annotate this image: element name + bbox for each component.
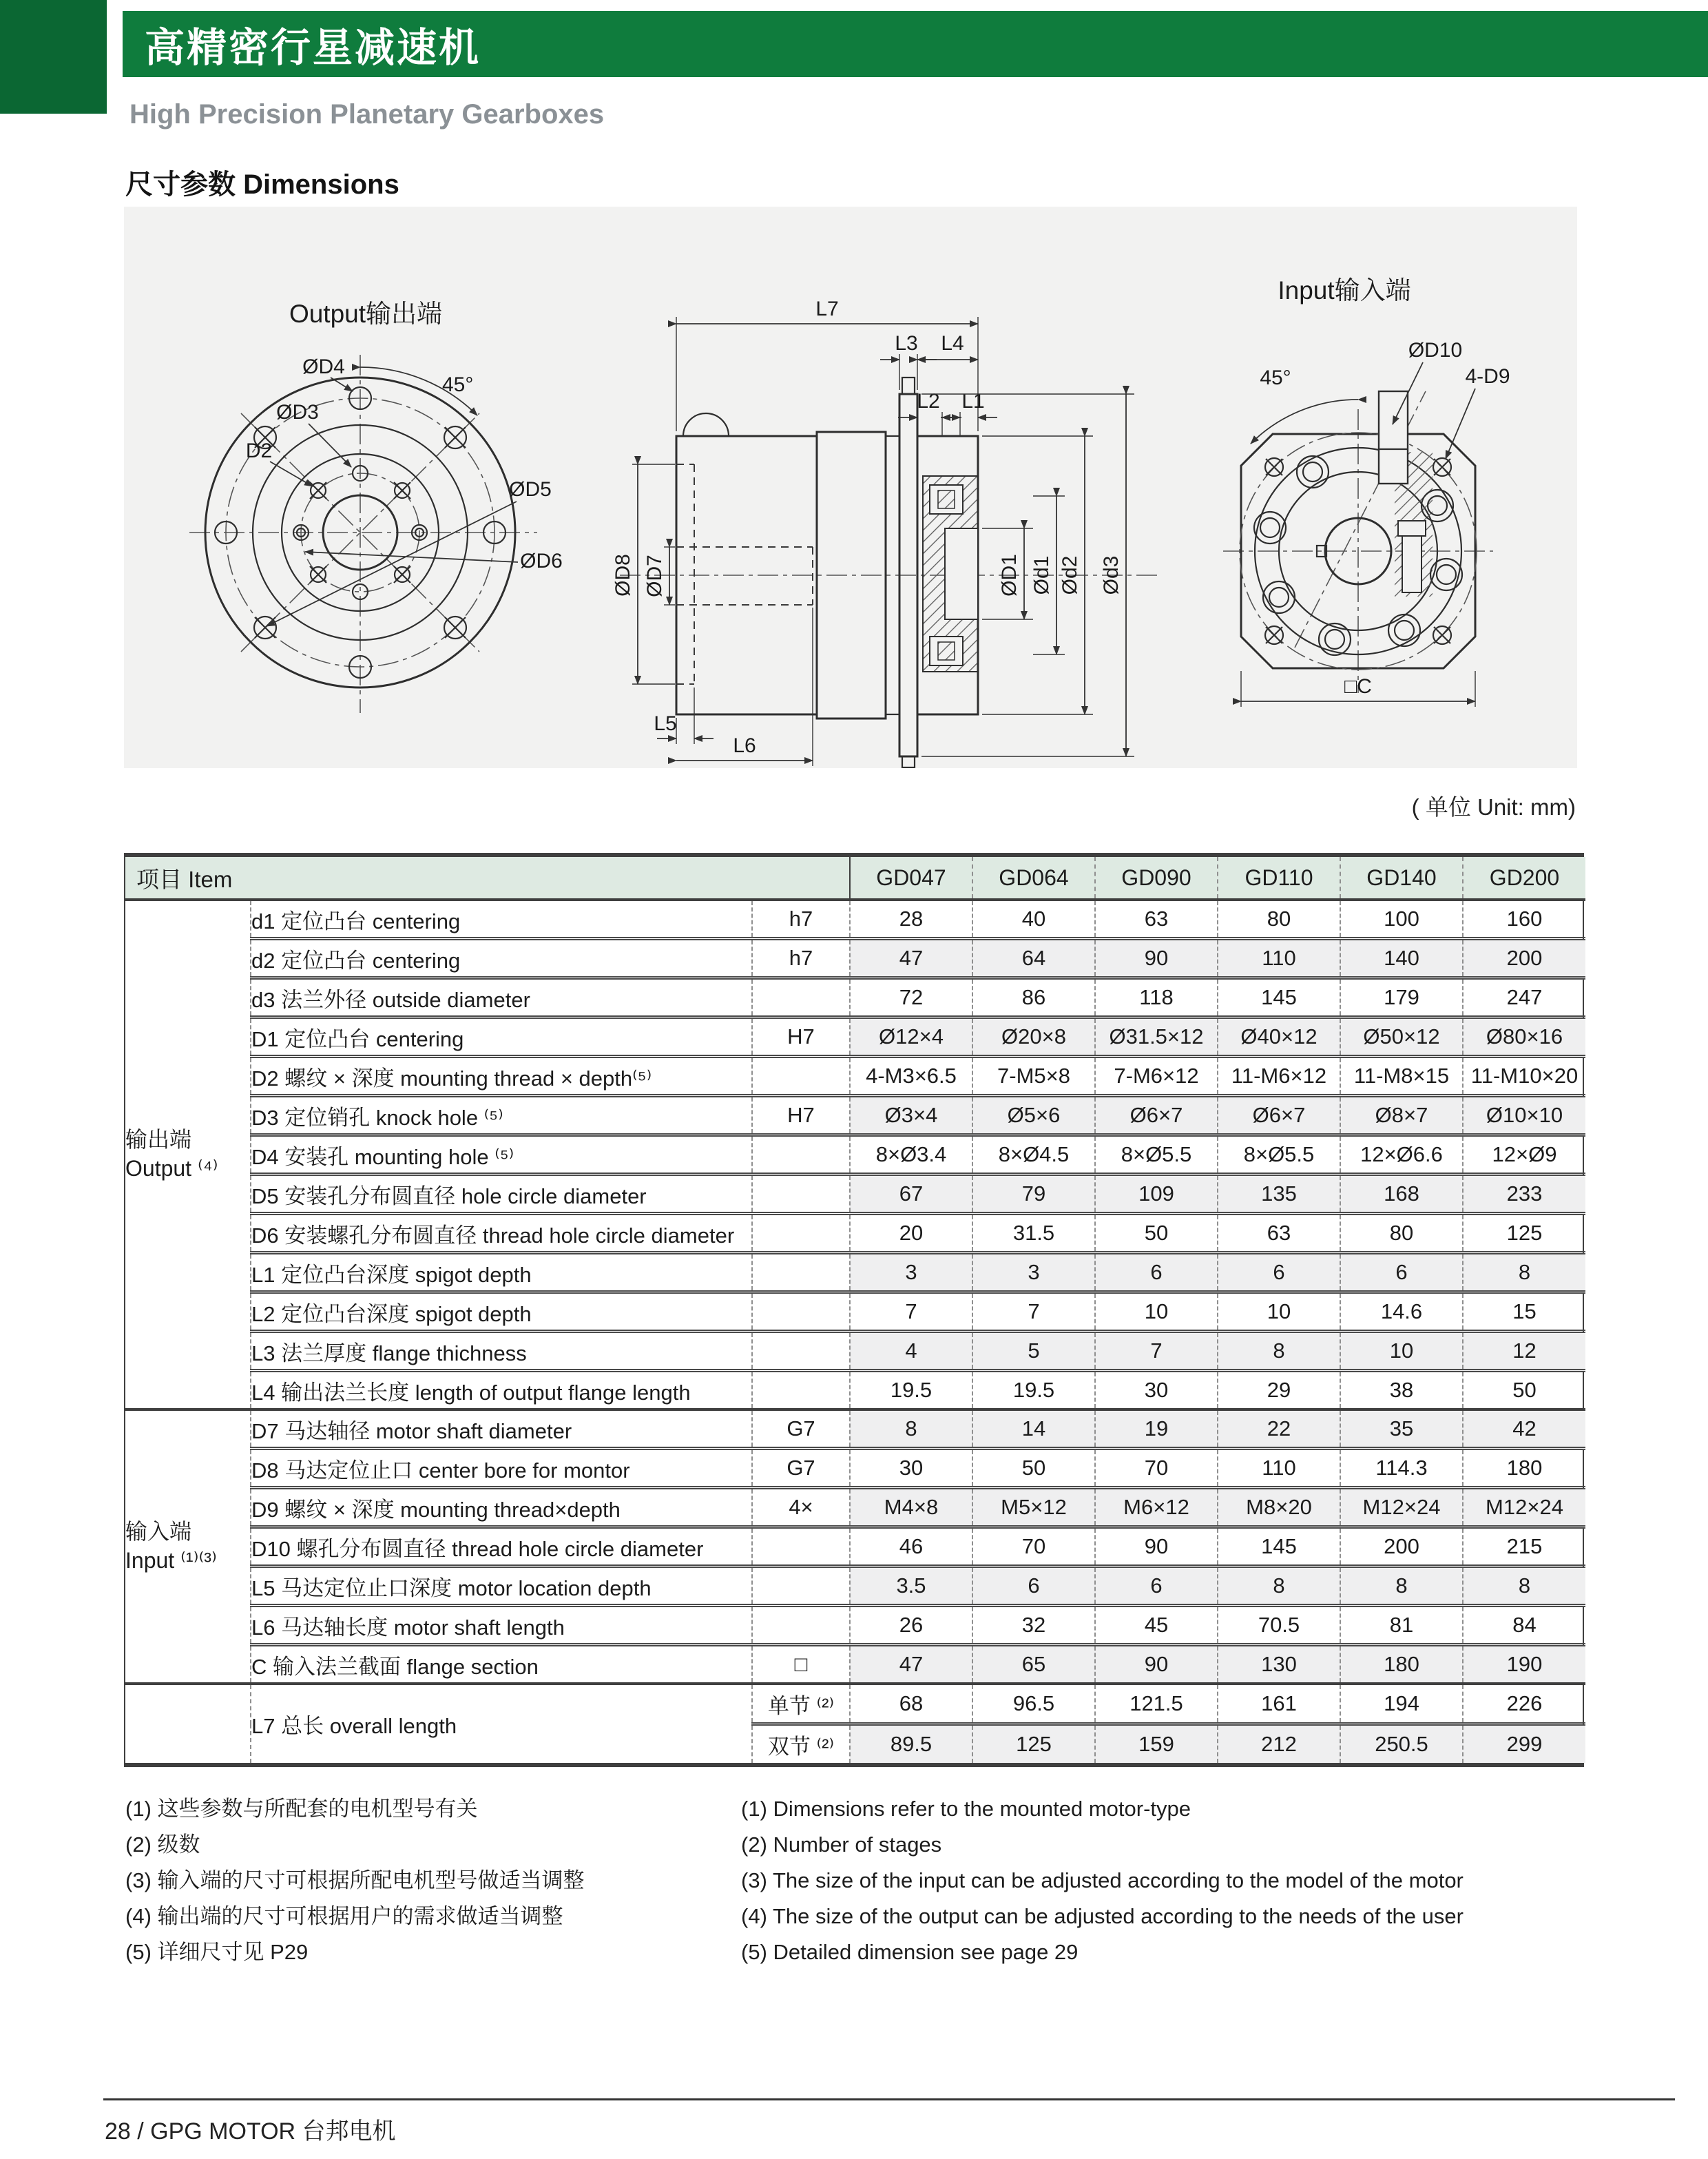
value-cell: 190 [1463, 1645, 1585, 1684]
tolerance-cell [752, 1135, 850, 1175]
value-cell: 84 [1463, 1606, 1585, 1645]
footnotes-zh [125, 1791, 718, 1970]
d2-label: D2 [245, 440, 273, 462]
tolerance-cell: 双节 ⁽²⁾ [752, 1724, 850, 1764]
table-row [125, 1371, 1585, 1410]
value-cell: 10 [1095, 1292, 1218, 1332]
value-cell: M6×12 [1095, 1488, 1218, 1527]
value-cell: 8×Ø3.4 [850, 1135, 972, 1175]
value-cell: 50 [1095, 1214, 1218, 1253]
l7-label: L7 [815, 298, 839, 320]
value-cell: 299 [1463, 1724, 1585, 1764]
row-label: L5 马达定位止口深度 motor location depth [251, 1567, 752, 1606]
value-cell: 90 [1095, 1645, 1218, 1684]
header-item: 项目 Item [125, 857, 850, 900]
value-cell: 42 [1463, 1409, 1585, 1449]
tolerance-cell [752, 978, 850, 1017]
row-label: D6 安装螺孔分布圆直径 thread hole circle diameter [251, 1214, 752, 1253]
tolerance-cell: H7 [752, 1017, 850, 1057]
value-cell: 8 [1463, 1567, 1585, 1606]
footnote: (2) Number of stages [741, 1832, 942, 1857]
row-label: D9 螺纹 × 深度 mounting thread×depth [251, 1488, 752, 1527]
d9-label: 4-D9 [1465, 365, 1510, 388]
value-cell: 180 [1463, 1449, 1585, 1488]
value-cell: 19 [1095, 1409, 1218, 1449]
footer-divider [103, 2098, 1675, 2100]
value-cell: Ø12×4 [850, 1017, 972, 1057]
value-cell: 46 [850, 1527, 972, 1567]
value-cell: 121.5 [1095, 1684, 1218, 1724]
od3s-label: Ød3 [1100, 555, 1123, 595]
footnote: (5) Detailed dimension see page 29 [741, 1940, 1079, 1964]
value-cell: 160 [1463, 900, 1585, 939]
value-cell: 65 [972, 1645, 1095, 1684]
brand-corner-block [0, 0, 107, 114]
row-label: C 输入法兰截面 flange section [251, 1645, 752, 1684]
value-cell: 63 [1218, 1214, 1340, 1253]
value-cell: 4 [850, 1332, 972, 1371]
value-cell: Ø5×6 [972, 1096, 1095, 1135]
value-cell: 8 [1218, 1567, 1340, 1606]
footnote: (1) Dimensions refer to the mounted motor-type [741, 1797, 1191, 1821]
od6-label: ØD6 [520, 550, 563, 572]
value-cell: 20 [850, 1214, 972, 1253]
dimensions-table-wrap [124, 853, 1584, 1767]
value-cell: Ø40×12 [1218, 1017, 1340, 1057]
row-label: D3 定位销孔 knock hole ⁽⁵⁾ [251, 1096, 752, 1135]
value-cell: 29 [1218, 1371, 1340, 1410]
header-model: GD064 [972, 857, 1095, 900]
table-row [125, 1488, 1585, 1527]
value-cell: 8×Ø5.5 [1095, 1135, 1218, 1175]
value-cell: 247 [1463, 978, 1585, 1017]
value-cell: 50 [972, 1449, 1095, 1488]
value-cell: 67 [850, 1175, 972, 1214]
table-row [125, 900, 1585, 939]
value-cell: 96.5 [972, 1684, 1095, 1724]
value-cell: 86 [972, 978, 1095, 1017]
header-model: GD200 [1463, 857, 1585, 900]
value-cell: 6 [1095, 1567, 1218, 1606]
value-cell: 8×Ø4.5 [972, 1135, 1095, 1175]
output-end-view [189, 300, 563, 713]
input-end-view [1223, 276, 1510, 707]
od10-label: ØD10 [1408, 339, 1463, 362]
value-cell: 50 [1463, 1371, 1585, 1410]
dimensions-drawing-panel [124, 207, 1577, 768]
header-model: GD140 [1340, 857, 1463, 900]
tolerance-cell [752, 1332, 850, 1371]
value-cell: 168 [1340, 1175, 1463, 1214]
value-cell: 47 [850, 939, 972, 978]
tolerance-cell: h7 [752, 939, 850, 978]
value-cell: 109 [1095, 1175, 1218, 1214]
value-cell: 63 [1095, 900, 1218, 939]
l5-label: L5 [654, 712, 677, 735]
value-cell: 215 [1463, 1527, 1585, 1567]
value-cell: Ø6×7 [1218, 1096, 1340, 1135]
value-cell: 7 [1095, 1332, 1218, 1371]
value-cell: Ø31.5×12 [1095, 1017, 1218, 1057]
input-angle-label: 45° [1260, 366, 1291, 389]
value-cell: 233 [1463, 1175, 1585, 1214]
tolerance-cell [752, 1527, 850, 1567]
table-row [125, 1567, 1585, 1606]
value-cell: 145 [1218, 1527, 1340, 1567]
value-cell: 47 [850, 1645, 972, 1684]
row-label: D7 马达轴径 motor shaft diameter [251, 1409, 752, 1449]
tolerance-cell: G7 [752, 1409, 850, 1449]
table-row [125, 939, 1585, 978]
value-cell: 110 [1218, 1449, 1340, 1488]
value-cell: 70.5 [1218, 1606, 1340, 1645]
value-cell: 145 [1218, 978, 1340, 1017]
value-cell: 3.5 [850, 1567, 972, 1606]
value-cell: 161 [1218, 1684, 1340, 1724]
row-label: D4 安装孔 mounting hole ⁽⁵⁾ [251, 1135, 752, 1175]
value-cell: 130 [1218, 1645, 1340, 1684]
table-row [125, 1096, 1585, 1135]
tolerance-cell: □ [752, 1645, 850, 1684]
value-cell: Ø50×12 [1340, 1017, 1463, 1057]
value-cell: 11-M6×12 [1218, 1057, 1340, 1096]
dimensions-table [125, 857, 1585, 1763]
value-cell: 80 [1340, 1214, 1463, 1253]
tolerance-cell [752, 1371, 850, 1410]
oD1-label: ØD1 [998, 554, 1021, 597]
value-cell: 125 [1463, 1214, 1585, 1253]
tolerance-cell [752, 1253, 850, 1292]
header-model: GD110 [1218, 857, 1340, 900]
value-cell: 8 [1463, 1253, 1585, 1292]
value-cell: 12×Ø9 [1463, 1135, 1585, 1175]
value-cell: 12 [1463, 1332, 1585, 1371]
value-cell: 11-M10×20 [1463, 1057, 1585, 1096]
tolerance-cell [752, 1567, 850, 1606]
section-title: 尺寸参数 Dimensions [125, 169, 399, 200]
tolerance-cell: H7 [752, 1096, 850, 1135]
value-cell: 200 [1463, 939, 1585, 978]
group-output: 输出端 Output ⁽⁴⁾ [125, 1127, 218, 1181]
row-label: d3 法兰外径 outside diameter [251, 978, 752, 1017]
row-label: L6 马达轴长度 motor shaft length [251, 1606, 752, 1645]
value-cell: 250.5 [1340, 1724, 1463, 1764]
row-label: L2 定位凸台深度 spigot depth [251, 1292, 752, 1332]
value-cell: 10 [1340, 1332, 1463, 1371]
technical-drawing [124, 207, 1577, 768]
row-label: L1 定位凸台深度 spigot depth [251, 1253, 752, 1292]
l2-label: L2 [917, 390, 940, 413]
footnote: (1) 这些参数与所配套的电机型号有关 [125, 1797, 478, 1821]
value-cell: 72 [850, 978, 972, 1017]
od3-label: ØD3 [276, 401, 319, 424]
row-label: D2 螺纹 × 深度 mounting thread × depth⁽⁵⁾ [251, 1057, 752, 1096]
value-cell: 8×Ø5.5 [1218, 1135, 1340, 1175]
od4-label: ØD4 [302, 355, 345, 378]
l3-label: L3 [895, 332, 918, 355]
value-cell: 32 [972, 1606, 1095, 1645]
table-row [125, 1292, 1585, 1332]
c-dim-label: □C [1344, 675, 1372, 698]
row-label: D1 定位凸台 centering [251, 1017, 752, 1057]
value-cell: 64 [972, 939, 1095, 978]
value-cell: Ø3×4 [850, 1096, 972, 1135]
value-cell: 38 [1340, 1371, 1463, 1410]
od1s-label: Ød1 [1030, 555, 1053, 595]
value-cell: 90 [1095, 939, 1218, 978]
value-cell: 4-M3×6.5 [850, 1057, 972, 1096]
value-cell: 68 [850, 1684, 972, 1724]
value-cell: 89.5 [850, 1724, 972, 1764]
group-input: 输入端 Input ⁽¹⁾⁽³⁾ [125, 1409, 251, 1684]
value-cell: 40 [972, 900, 1095, 939]
value-cell: 114.3 [1340, 1449, 1463, 1488]
value-cell: 7-M5×8 [972, 1057, 1095, 1096]
value-cell: M5×12 [972, 1488, 1095, 1527]
value-cell: 19.5 [972, 1371, 1095, 1410]
table-row [125, 1606, 1585, 1645]
value-cell: Ø20×8 [972, 1017, 1095, 1057]
value-cell: 6 [1095, 1253, 1218, 1292]
value-cell: 200 [1340, 1527, 1463, 1567]
value-cell: 30 [1095, 1371, 1218, 1410]
header-model: GD047 [850, 857, 972, 900]
value-cell: 3 [850, 1253, 972, 1292]
table-row [125, 1409, 1585, 1449]
value-cell: 7-M6×12 [1095, 1057, 1218, 1096]
value-cell: 15 [1463, 1292, 1585, 1332]
output-angle-label: 45° [442, 373, 474, 396]
table-row [125, 978, 1585, 1017]
value-cell: 79 [972, 1175, 1095, 1214]
table-row [125, 1175, 1585, 1214]
value-cell: 35 [1340, 1409, 1463, 1449]
value-cell: 14.6 [1340, 1292, 1463, 1332]
value-cell: 6 [1340, 1253, 1463, 1292]
value-cell: 8 [1340, 1567, 1463, 1606]
value-cell: 7 [972, 1292, 1095, 1332]
row-label: D10 螺孔分布圆直径 thread hole circle diameter [251, 1527, 752, 1567]
page-title: 高精密行星减速机 [145, 25, 481, 70]
value-cell: 70 [972, 1527, 1095, 1567]
value-cell: Ø6×7 [1095, 1096, 1218, 1135]
value-cell: 19.5 [850, 1371, 972, 1410]
row-label: d1 定位凸台 centering [251, 900, 752, 939]
page-title-bar [123, 11, 1708, 77]
footnote: (4) 输出端的尺寸可根据用户的需求做适当调整 [125, 1904, 563, 1928]
row-label: L4 输出法兰长度 length of output flange length [251, 1371, 752, 1410]
value-cell: M4×8 [850, 1488, 972, 1527]
value-cell: 31.5 [972, 1214, 1095, 1253]
table-row [125, 1645, 1585, 1684]
od5-label: ØD5 [509, 478, 552, 501]
tolerance-cell: 4× [752, 1488, 850, 1527]
value-cell: 212 [1218, 1724, 1340, 1764]
value-cell: 30 [850, 1449, 972, 1488]
value-cell: 125 [972, 1724, 1095, 1764]
footnotes-en [741, 1791, 1568, 1970]
value-cell: 7 [850, 1292, 972, 1332]
value-cell: 180 [1340, 1645, 1463, 1684]
row-label: D8 马达定位止口 center bore for montor [251, 1449, 752, 1488]
value-cell: 118 [1095, 978, 1218, 1017]
value-cell: Ø8×7 [1340, 1096, 1463, 1135]
od8-label: ØD8 [612, 554, 634, 597]
value-cell: 159 [1095, 1724, 1218, 1764]
tolerance-cell: 单节 ⁽²⁾ [752, 1684, 850, 1724]
table-row [125, 1332, 1585, 1371]
unit-note: ( 单位 Unit: mm) [1411, 794, 1576, 820]
value-cell: 226 [1463, 1684, 1585, 1724]
tolerance-cell [752, 1175, 850, 1214]
footnote: (3) 输入端的尺寸可根据所配电机型号做适当调整 [125, 1868, 585, 1892]
l1-label: L1 [961, 390, 985, 413]
value-cell: 3 [972, 1253, 1095, 1292]
footnote: (5) 详细尺寸见 P29 [125, 1940, 309, 1964]
value-cell: 8 [1218, 1332, 1340, 1371]
row-label: D5 安装孔分布圆直径 hole circle diameter [251, 1175, 752, 1214]
value-cell: Ø10×10 [1463, 1096, 1585, 1135]
row-label: d2 定位凸台 centering [251, 939, 752, 978]
value-cell: M12×24 [1463, 1488, 1585, 1527]
tolerance-cell: G7 [752, 1449, 850, 1488]
footnote: (4) The size of the output can be adjusted according to the needs of the user [741, 1904, 1464, 1928]
side-section-view [612, 298, 1157, 767]
l4-label: L4 [941, 332, 964, 355]
footnote: (3) The size of the input can be adjusted according to the model of the motor [741, 1868, 1464, 1892]
page-footer: 28 / GPG MOTOR 台邦电机 [105, 2118, 396, 2145]
value-cell: 5 [972, 1332, 1095, 1371]
table-row [125, 1017, 1585, 1057]
tolerance-cell [752, 1606, 850, 1645]
table-row [125, 1057, 1585, 1096]
tolerance-cell: h7 [752, 900, 850, 939]
table-row [125, 1253, 1585, 1292]
output-view-title: Output输出端 [289, 300, 443, 328]
value-cell: 70 [1095, 1449, 1218, 1488]
od2s-label: Ød2 [1059, 555, 1081, 595]
value-cell: 194 [1340, 1684, 1463, 1724]
value-cell: 6 [1218, 1253, 1340, 1292]
header-model: GD090 [1095, 857, 1218, 900]
page-subtitle: High Precision Planetary Gearboxes [129, 99, 605, 130]
value-cell: 45 [1095, 1606, 1218, 1645]
value-cell: 28 [850, 900, 972, 939]
table-row [125, 1527, 1585, 1567]
tolerance-cell [752, 1292, 850, 1332]
l6-label: L6 [733, 734, 756, 757]
value-cell: 8 [850, 1409, 972, 1449]
table-row [125, 1449, 1585, 1488]
value-cell: 140 [1340, 939, 1463, 978]
value-cell: 12×Ø6.6 [1340, 1135, 1463, 1175]
input-view-title: Input输入端 [1278, 276, 1411, 304]
value-cell: 179 [1340, 978, 1463, 1017]
tolerance-cell [752, 1057, 850, 1096]
value-cell: 110 [1218, 939, 1340, 978]
value-cell: 90 [1095, 1527, 1218, 1567]
value-cell: 100 [1340, 900, 1463, 939]
row-label: L7 总长 overall length [251, 1684, 752, 1763]
value-cell: 81 [1340, 1606, 1463, 1645]
value-cell: 11-M8×15 [1340, 1057, 1463, 1096]
value-cell: 14 [972, 1409, 1095, 1449]
group-l7 [125, 1684, 251, 1763]
value-cell: 80 [1218, 900, 1340, 939]
table-row [125, 1214, 1585, 1253]
value-cell: Ø80×16 [1463, 1017, 1585, 1057]
value-cell: M12×24 [1340, 1488, 1463, 1527]
row-label: L3 法兰厚度 flange thichness [251, 1332, 752, 1371]
tolerance-cell [752, 1214, 850, 1253]
footnote: (2) 级数 [125, 1832, 200, 1857]
value-cell: 26 [850, 1606, 972, 1645]
od7-label: ØD7 [643, 555, 666, 597]
value-cell: 10 [1218, 1292, 1340, 1332]
table-row [125, 1135, 1585, 1175]
table-row [125, 1684, 1585, 1724]
table-header-row [125, 857, 1585, 900]
value-cell: 22 [1218, 1409, 1340, 1449]
value-cell: M8×20 [1218, 1488, 1340, 1527]
value-cell: 6 [972, 1567, 1095, 1606]
value-cell: 135 [1218, 1175, 1340, 1214]
